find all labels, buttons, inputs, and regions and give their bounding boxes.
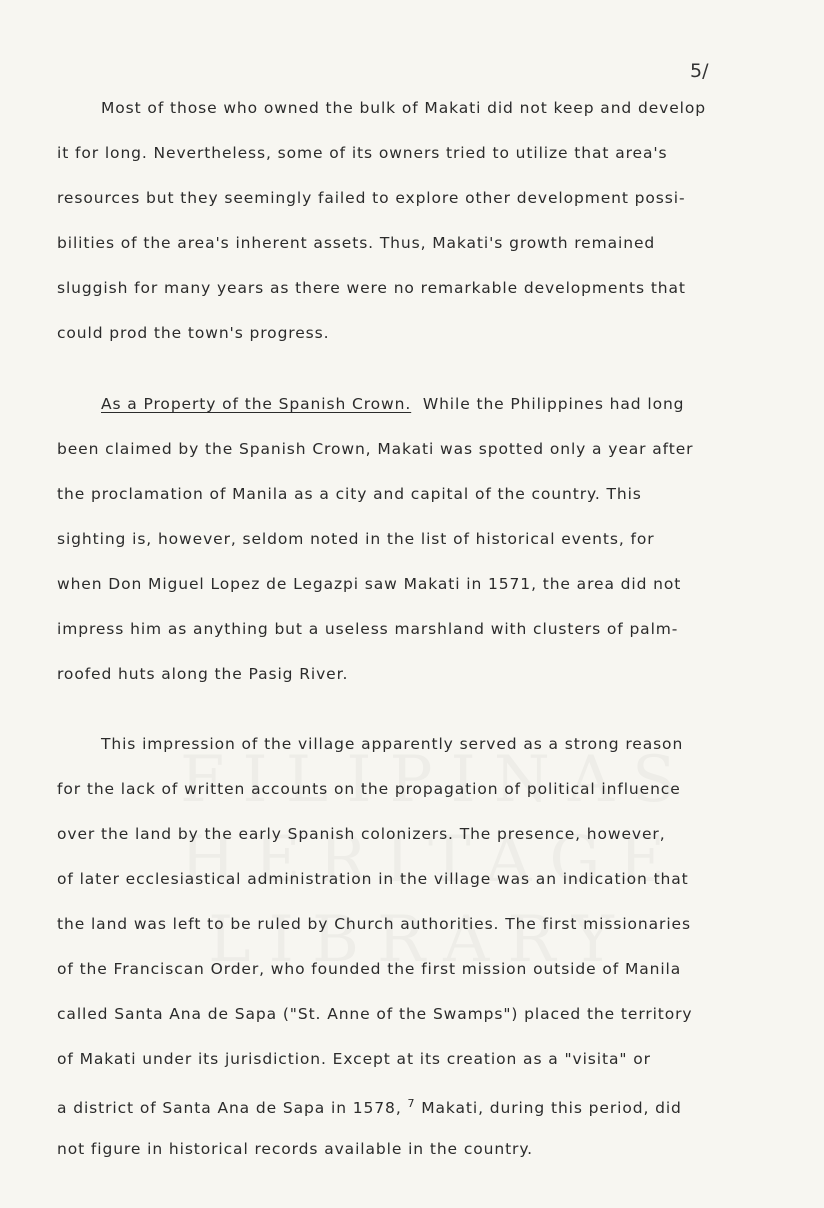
text-line: Most of those who owned the bulk of Makati did not keep and develop <box>101 99 706 117</box>
text-line <box>57 1091 807 1136</box>
text-line: sluggish for many years as there were no remarkable developments that <box>57 279 686 297</box>
text-line: when Don Miguel Lopez de Legazpi saw Makati in 1571, the area did not <box>57 575 682 593</box>
text-line: for the lack of written accounts on the propagation of political influence <box>57 780 681 798</box>
text-line: This impression of the village apparently served as a strong reason <box>101 735 684 753</box>
heading-line-rest: While the Philippines had long <box>422 395 685 413</box>
paragraph-2 <box>57 391 807 706</box>
text-line: the proclamation of Manila as a city and capital of the country. This <box>57 485 642 503</box>
text-line: called Santa Ana de Sapa ("St. Anne of the Swamps") placed the territory <box>57 1005 693 1023</box>
page-number: 5/ <box>690 60 709 82</box>
text-line: bilities of the area's inherent assets. Thus, Makati's growth remained <box>57 234 656 252</box>
footnote-line-before: a district of Santa Ana de Sapa in 1578, <box>57 1099 402 1118</box>
footnote-reference: 7 <box>407 1097 416 1110</box>
text-line: roofed huts along the Pasig River. <box>57 665 349 683</box>
paragraph-3 <box>57 731 807 1181</box>
text-line: the land was left to be ruled by Church authorities. The first missionaries <box>57 915 691 933</box>
text-line: of Makati under its jurisdiction. Except at its creation as a "visita" or <box>57 1050 651 1068</box>
paragraph-1 <box>57 95 807 365</box>
text-line: sighting is, however, seldom noted in the list of historical events, for <box>57 530 655 548</box>
text-line: of later ecclesiastical administration in the village was an indication that <box>57 870 689 888</box>
text-line: not figure in historical records available in the country. <box>57 1140 534 1158</box>
text-line: been claimed by the Spanish Crown, Makati was spotted only a year after <box>57 440 694 458</box>
text-line: impress him as anything but a useless marshland with clusters of palm- <box>57 620 679 638</box>
section-heading: As a Property of the Spanish Crown. <box>101 395 412 413</box>
text-line: over the land by the early Spanish colonizers. The presence, however, <box>57 825 666 843</box>
text-line: of the Franciscan Order, who founded the first mission outside of Manila <box>57 960 682 978</box>
text-line: resources but they seemingly failed to explore other development possi- <box>57 189 686 207</box>
text-line: it for long. Nevertheless, some of its owners tried to utilize that area's <box>57 144 668 162</box>
text-line: could prod the town's progress. <box>57 324 330 342</box>
footnote-line-after: Makati, during this period, did <box>421 1099 682 1118</box>
text-line <box>57 391 807 436</box>
